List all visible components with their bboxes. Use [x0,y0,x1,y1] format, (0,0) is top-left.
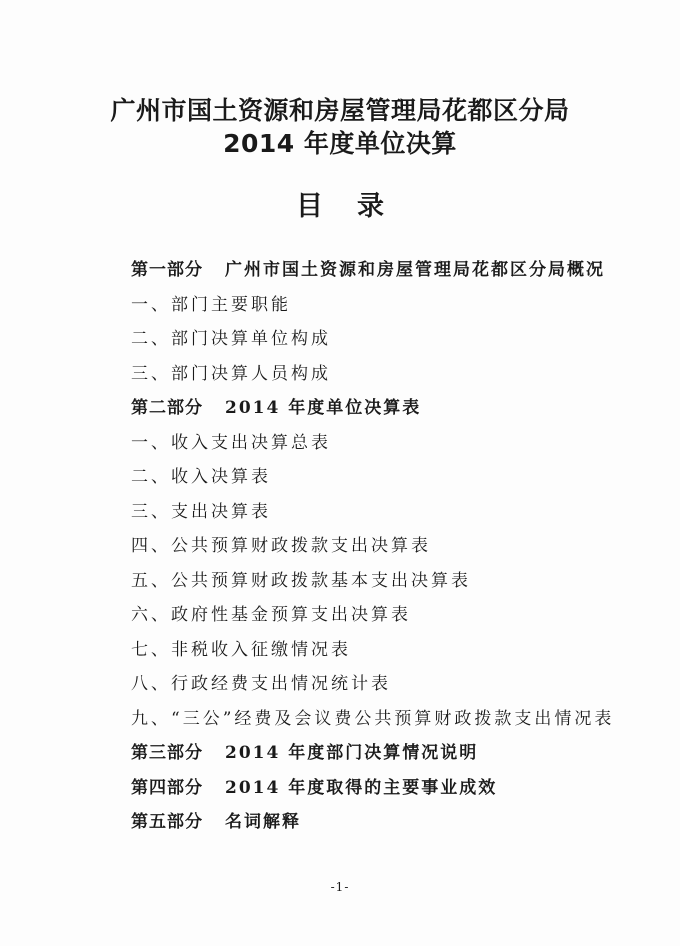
toc-item: 一、部门主要职能 [131,294,291,315]
document-title-line1: 广州市国土资源和房屋管理局花都区分局 [110,96,570,125]
toc-item: 三、支出决算表 [131,501,271,522]
toc-part-label: 第三部分 [131,743,203,763]
toc-part-heading [131,391,651,426]
document-title-line2: 2014 年度单位决算 [223,129,457,158]
toc-part-title: 广州市国土资源和房屋管理局花都区分局概况 [225,260,605,280]
toc-item: 一、收入支出决算总表 [131,432,331,453]
toc-part-title: 2014 年度取得的主要事业成效 [225,777,498,798]
toc-item: 三、部门决算人员构成 [131,363,331,384]
toc-item: 八、行政经费支出情况统计表 [131,674,391,694]
toc-item: 五、公共预算财政拨款基本支出决算表 [131,570,471,591]
page-number: -1- [330,880,350,894]
toc-item: 二、收入决算表 [131,467,271,487]
toc-part-heading [131,771,651,806]
toc-part-heading [131,736,651,771]
table-of-contents [131,253,651,840]
toc-item: 二、部门决算单位构成 [131,329,331,349]
toc-part-label: 第二部分 [131,398,203,418]
toc-part-heading [131,805,651,840]
toc-item: 四、公共预算财政拨款支出决算表 [131,536,431,556]
toc-part-label: 第四部分 [131,777,203,798]
toc-part-heading [131,253,651,288]
toc-part-title: 名词解释 [225,812,301,832]
toc-part-title: 2014 年度部门决算情况说明 [225,743,479,763]
toc-part-title: 2014 年度单位决算表 [225,398,422,418]
toc-item: 七、非税收入征缴情况表 [131,639,351,660]
toc-heading: 目录 [296,191,418,222]
toc-item: 六、政府性基金预算支出决算表 [131,605,411,625]
toc-part-label: 第一部分 [131,260,203,280]
toc-part-label: 第五部分 [131,812,203,832]
toc-item: 九、“三公”经费及会议费公共预算财政拨款支出情况表 [131,708,615,729]
